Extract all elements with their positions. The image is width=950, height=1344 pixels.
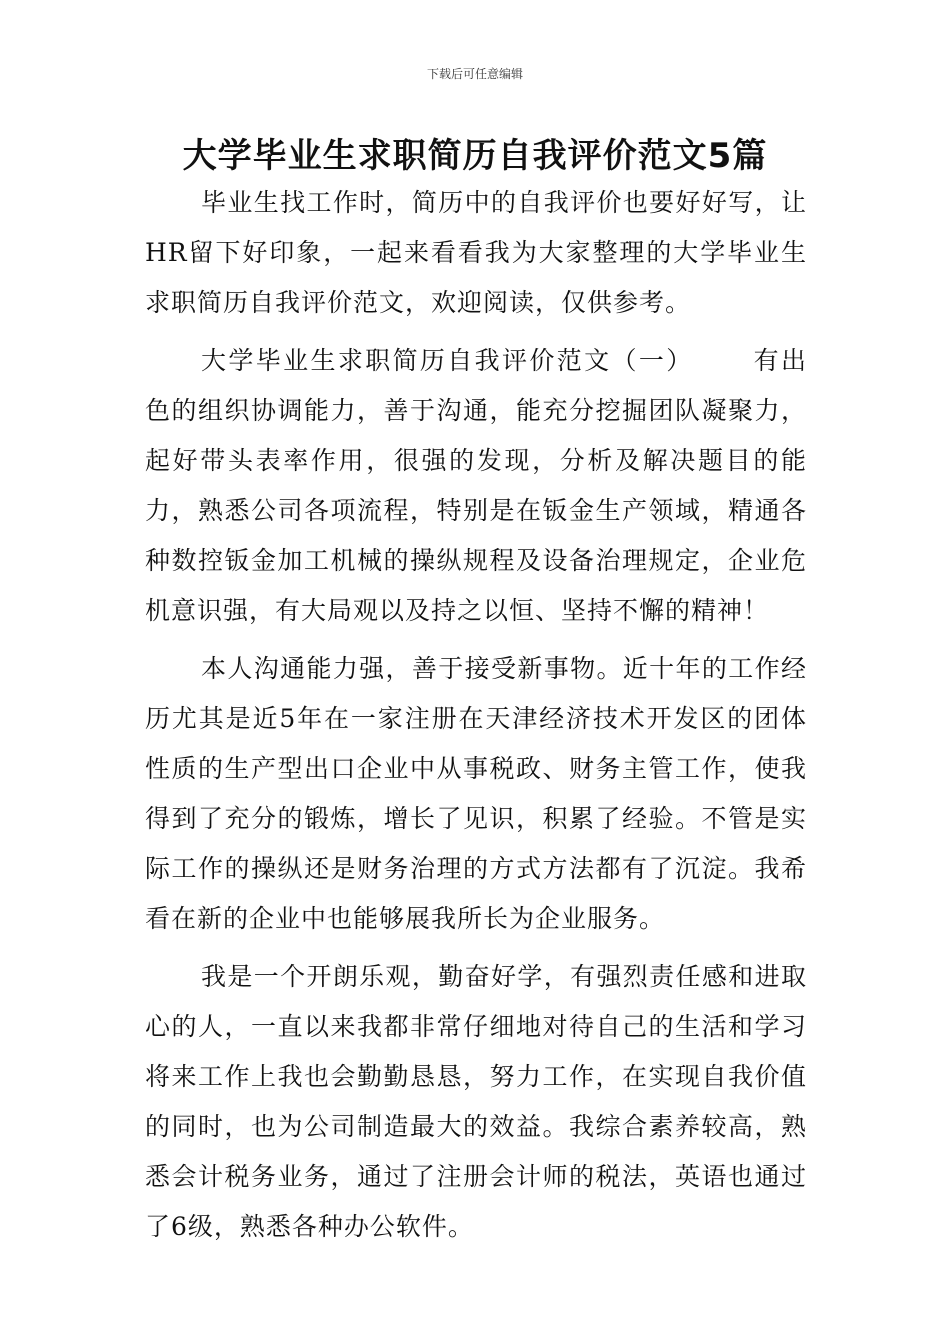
section-1-heading: 大学毕业生求职简历自我评价范文（一） xyxy=(201,346,694,375)
document-title: 大学毕业生求职简历自我评价范文5篇 xyxy=(182,136,768,176)
document-body xyxy=(145,178,807,1252)
paragraph-2: 本人沟通能力强，善于接受新事物。近十年的工作经历尤其是近5年在一家注册在天津经济技术开发区的团体性质的生产型出口企业中从事税政、财务主管工作，使我得到了充分的锻炼，增长了见识，积累了经验。不管是实际工作的操纵还是财务治理的方式方法都有了沉淀。我希看在新的企业中也能够展我所长为企业服务。 xyxy=(145,654,807,933)
section-1-paragraph xyxy=(145,336,807,636)
intro-paragraph: 毕业生找工作时，简历中的自我评价也要好好写，让HR留下好印象，一起来看看我为大家整理的大学毕业生求职简历自我评价范文，欢迎阅读，仅供参考。 xyxy=(145,188,807,317)
section-1-text: 有出色的组织协调能力，善于沟通，能充分挖掘团队凝聚力，起好带头表率作用，很强的发现，分析及解决题目的能力，熟悉公司各项流程，特别是在钣金生产领域，精通各种数控钣金加工机械的操纵规程及设备治理规定，企业危机意识强，有大局观以及持之以恒、坚持不懈的精神！ xyxy=(145,346,807,625)
page-header-note: 下载后可任意编辑 xyxy=(426,67,523,81)
paragraph-3: 我是一个开朗乐观，勤奋好学，有强烈责任感和进取心的人，一直以来我都非常仔细地对待自己的生活和学习将来工作上我也会勤勤恳恳，努力工作，在实现自我价值的同时，也为公司制造最大的效益。我综合素养较高，熟悉会计税务业务，通过了注册会计师的税法，英语也通过了6级，熟悉各种办公软件。 xyxy=(145,962,807,1241)
